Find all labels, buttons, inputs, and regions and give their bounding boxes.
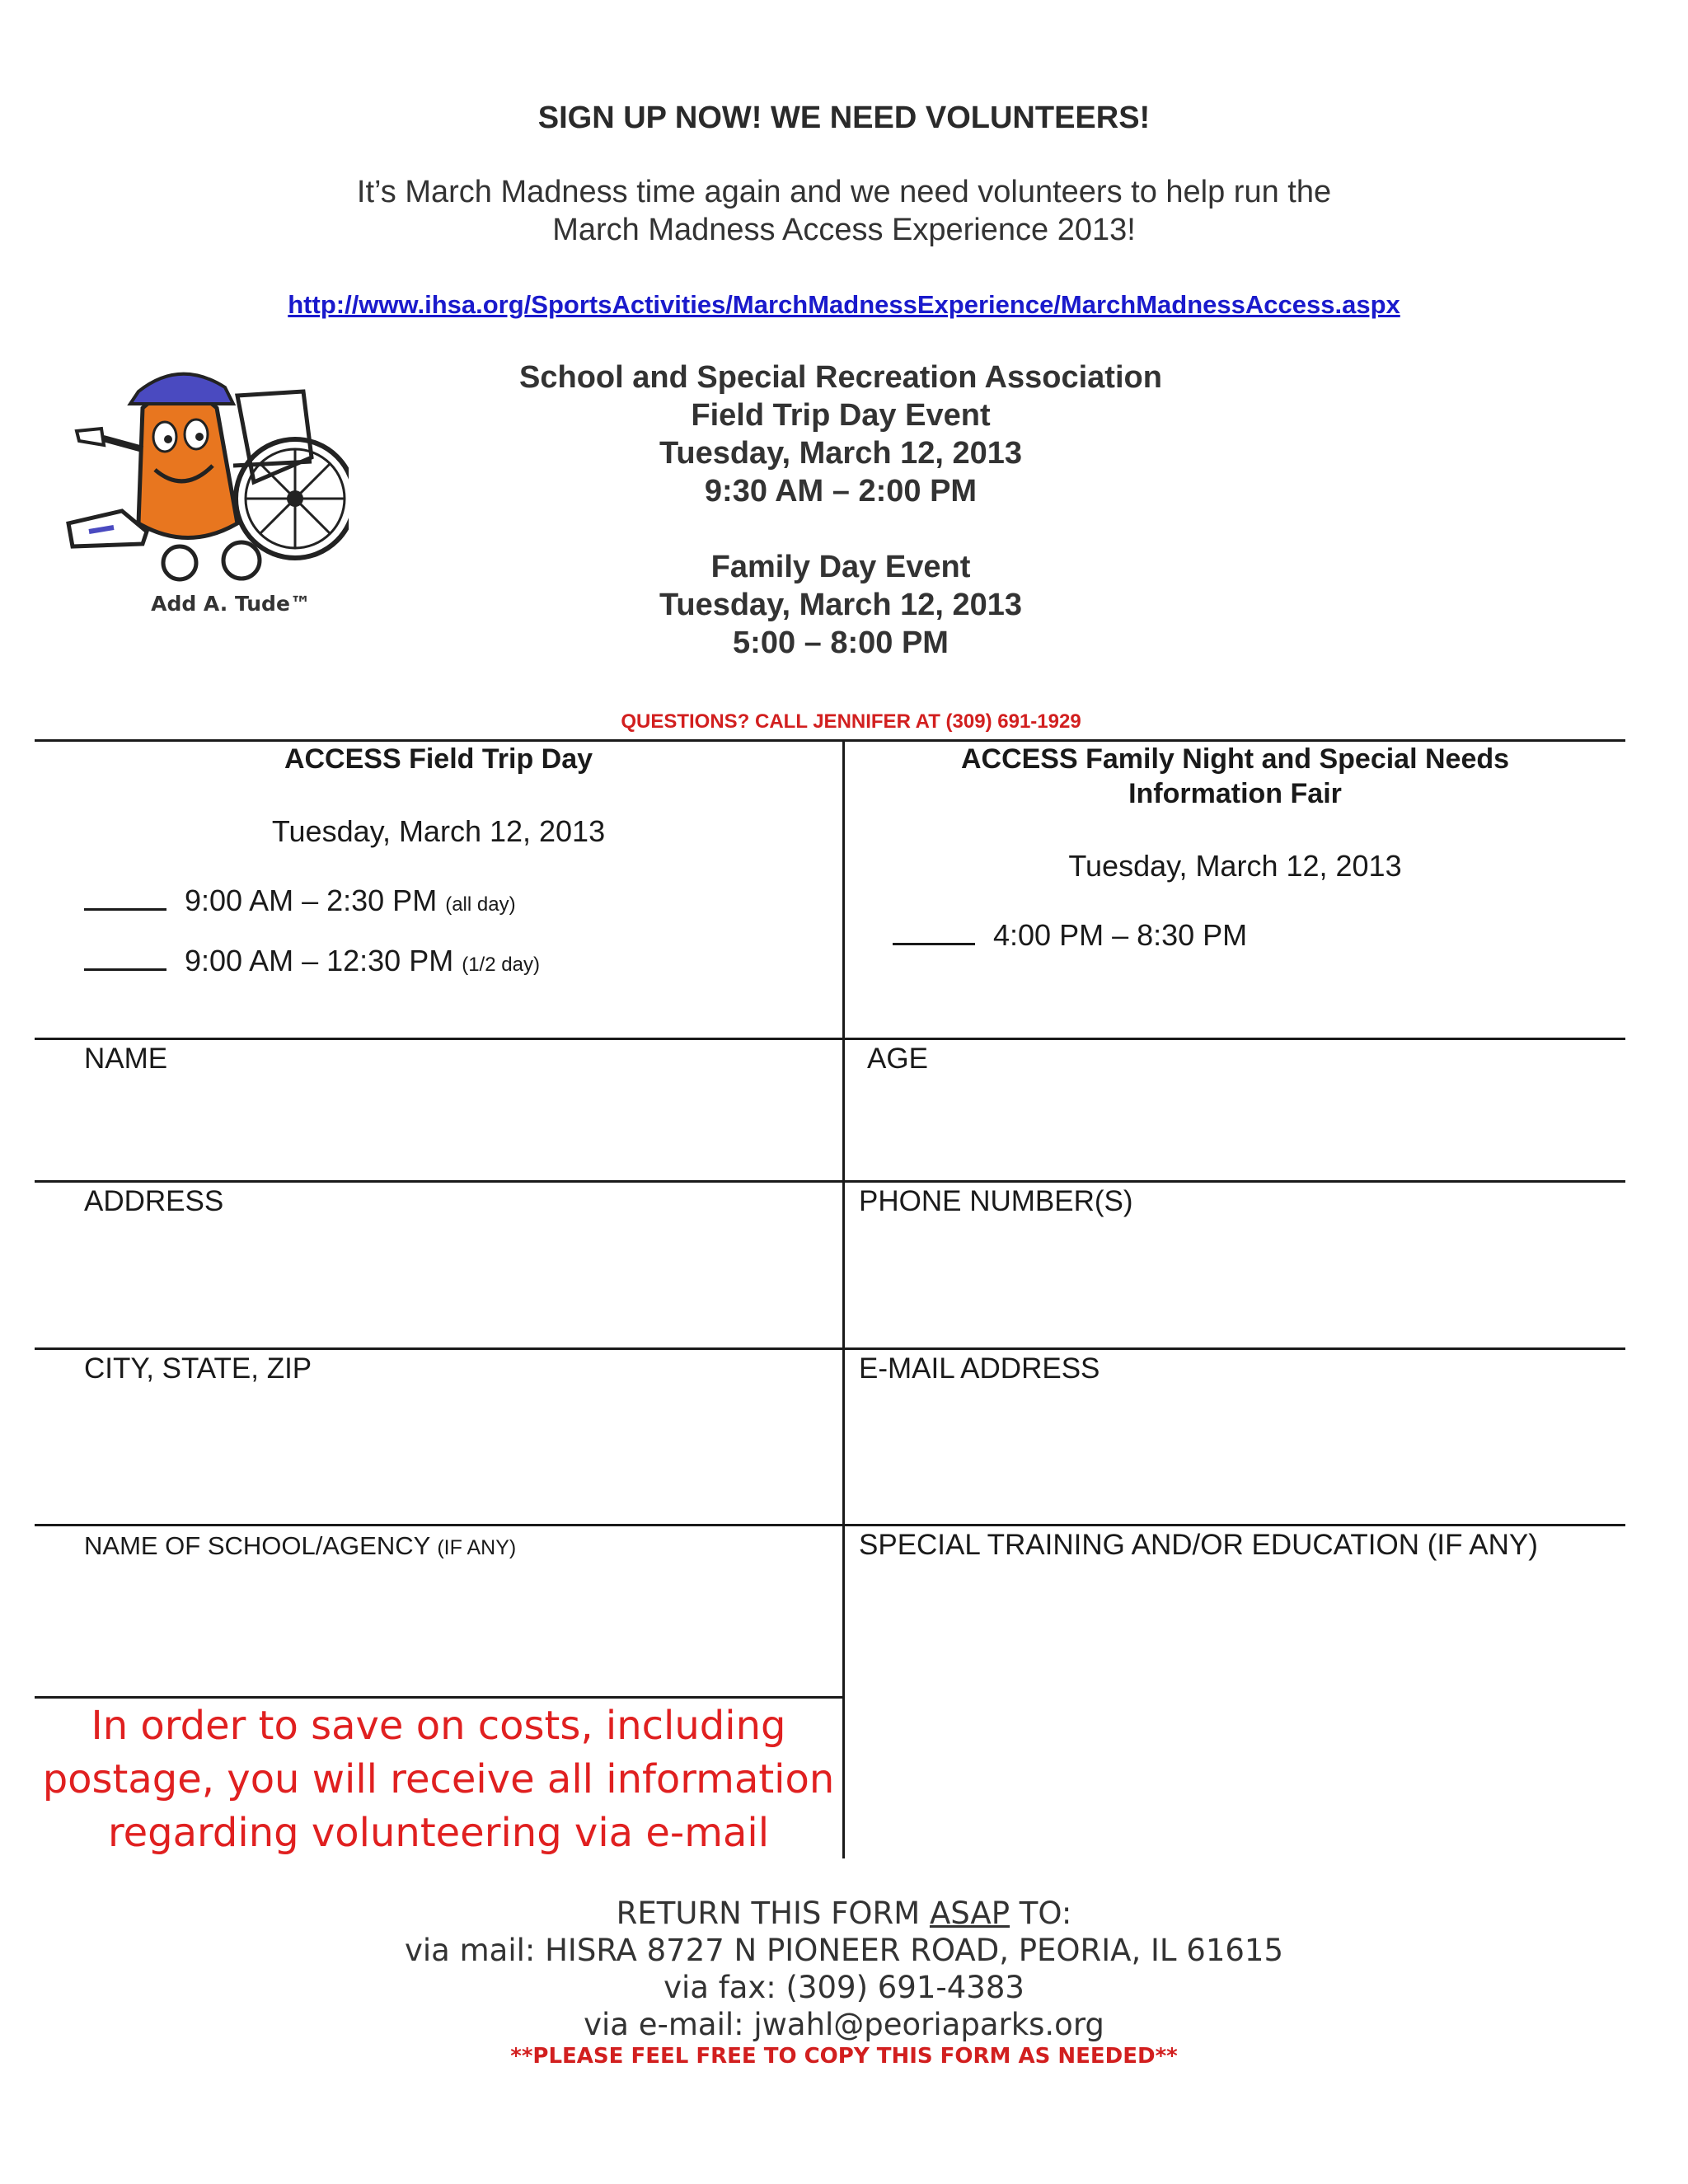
half-day-option [84, 944, 540, 978]
all-day-option [84, 883, 516, 918]
field-trip-day-date: Tuesday, March 12, 2013 [271, 814, 606, 848]
field-trip-event-time: 9:30 AM – 2:00 PM [704, 474, 978, 509]
family-night-title [845, 742, 1625, 811]
school-agency-field[interactable] [37, 1562, 841, 1692]
mascot-logo [64, 359, 349, 593]
return-instructions [0, 1896, 1688, 1931]
family-night-checkbox-line[interactable] [893, 920, 975, 945]
form-rule-1 [35, 1038, 1625, 1040]
form-rule-4 [35, 1524, 1625, 1526]
email-notice-line-1: In order to save on costs, including [91, 1703, 786, 1749]
school-agency-label-text: NAME OF SCHOOL/AGENCY [84, 1531, 430, 1560]
email-field-label: E-MAIL ADDRESS [859, 1352, 1100, 1385]
special-training-field[interactable] [847, 1562, 1622, 1854]
return-email-address: via e-mail: jwahl@peoriaparks.org [584, 2007, 1104, 2042]
return-label-pre: RETURN THIS FORM [616, 1896, 930, 1931]
family-night-title-line-1: ACCESS Family Night and Special Needs [960, 743, 1510, 775]
phone-field[interactable] [847, 1216, 1622, 1343]
school-agency-field-label [84, 1531, 516, 1561]
half-day-note: (1/2 day) [462, 954, 540, 976]
family-event-date: Tuesday, March 12, 2013 [659, 588, 1023, 622]
ihsa-link-row [0, 290, 1688, 320]
family-night-date: Tuesday, March 12, 2013 [1068, 849, 1402, 883]
special-training-field-label: SPECIAL TRAINING AND/OR EDUCATION (IF ANY) [859, 1529, 1538, 1561]
age-field[interactable] [847, 1071, 1622, 1177]
name-field-label: NAME [84, 1043, 168, 1075]
age-field-label: AGE [867, 1043, 928, 1075]
return-label-asap: ASAP [929, 1896, 1010, 1931]
name-field[interactable] [37, 1071, 841, 1177]
address-field[interactable] [37, 1216, 841, 1343]
return-label-post: TO: [1010, 1896, 1072, 1931]
all-day-note: (all day) [445, 893, 516, 916]
copy-permission-note: **PLEASE FEEL FREE TO COPY THIS FORM AS NEEDED** [510, 2044, 1178, 2069]
email-notice [35, 1699, 842, 1860]
org-name: School and Special Recreation Association [519, 360, 1162, 395]
email-notice-line-3: regarding volunteering via e-mail [107, 1810, 770, 1856]
mascot-wheelchair-icon [64, 359, 349, 593]
family-event-title: Family Day Event [710, 550, 971, 584]
family-event-time: 5:00 – 8:00 PM [733, 626, 949, 660]
family-night-title-line-2: Information Fair [1128, 778, 1342, 809]
half-day-time: 9:00 AM – 12:30 PM [185, 944, 454, 977]
field-trip-event-title: Field Trip Day Event [691, 398, 991, 433]
ihsa-link[interactable]: http://www.ihsa.org/SportsActivities/MarchMadnessExperience/MarchMadnessAccess.aspx [288, 290, 1400, 319]
city-state-zip-field[interactable] [37, 1383, 841, 1520]
family-night-time: 4:00 PM – 8:30 PM [993, 918, 1248, 952]
field-trip-event-date: Tuesday, March 12, 2013 [659, 436, 1023, 471]
field-trip-day-title: ACCESS Field Trip Day [284, 743, 593, 775]
form-rule-2 [35, 1180, 1625, 1183]
form-column-divider [842, 739, 845, 1858]
headline: SIGN UP NOW! WE NEED VOLUNTEERS! [537, 101, 1151, 135]
email-field[interactable] [847, 1383, 1622, 1520]
intro-line-2: March Madness Access Experience 2013! [552, 213, 1136, 247]
intro-line-1: It’s March Madness time again and we need volunteers to help run the [356, 175, 1332, 209]
all-day-checkbox-line[interactable] [84, 885, 166, 911]
email-notice-line-2: postage, you will receive all information [42, 1756, 835, 1802]
mascot-caption: Add A. Tude™ [151, 592, 311, 616]
address-field-label: ADDRESS [84, 1185, 224, 1217]
form-rule-3 [35, 1347, 1625, 1350]
half-day-checkbox-line[interactable] [84, 945, 166, 971]
family-night-option [893, 918, 1247, 953]
return-fax-number: via fax: (309) 691-4383 [663, 1970, 1025, 2005]
form-rule-5 [35, 1696, 844, 1699]
return-mail-address: via mail: HISRA 8727 N PIONEER ROAD, PEORIA, IL 61615 [405, 1933, 1283, 1968]
city-state-zip-field-label: CITY, STATE, ZIP [84, 1352, 312, 1385]
phone-field-label: PHONE NUMBER(S) [859, 1185, 1133, 1217]
questions-contact: QUESTIONS? CALL JENNIFER AT (309) 691-1929 [621, 710, 1081, 733]
all-day-time: 9:00 AM – 2:30 PM [185, 883, 438, 917]
event-info [354, 359, 1327, 662]
school-agency-label-note: (IF ANY) [437, 1536, 517, 1559]
